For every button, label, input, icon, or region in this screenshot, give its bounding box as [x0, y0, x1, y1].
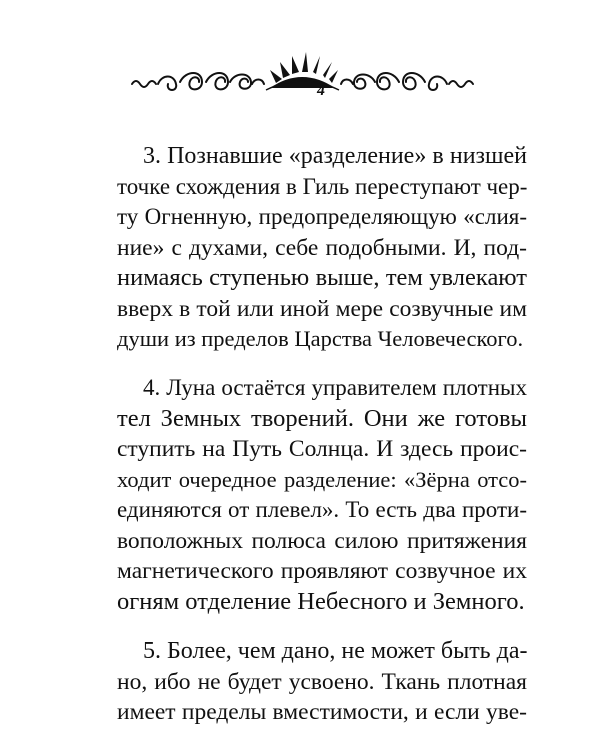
text-line: ступить на Путь Солнца. И здесь проис- [117, 436, 527, 462]
text-line: огням отделение Небесного и Земного. [117, 587, 525, 615]
text-line: 5. Более, чем дано, не может быть да- [143, 638, 528, 664]
text-line: точке схождения в Гиль переступают чер- [117, 173, 528, 199]
text-line: магнетического проявляют созвучное их [117, 558, 527, 584]
text-line: ние» с духами, себе подобными. И, под- [117, 234, 527, 261]
paragraph-4 [117, 373, 527, 617]
text-line: имеет пределы вместимости, и если уве- [117, 699, 527, 725]
text-line: ту Огненную, предопределяющую «слия- [117, 204, 527, 229]
sun-ornament-icon [130, 50, 475, 106]
text-line: 3. Познавшие «разделение» в низшей [143, 143, 527, 169]
text-line: тел Земных творений. Они же готовы [117, 404, 527, 432]
page-number: 4 [317, 82, 325, 99]
paragraph-3 [117, 141, 527, 355]
text-line: вверх в той или иной мере созвучные им [117, 295, 527, 322]
paragraph-5 [117, 636, 527, 728]
text-line: но, ибо не будет усвоено. Ткань плотная [117, 668, 527, 695]
text-line: единяются от плевел». То есть два проти- [117, 497, 527, 522]
text-line: души из пределов Царства Человеческого. [117, 326, 524, 351]
text-line: воположных полюса силою притяжения [117, 527, 527, 554]
text-line: нимаясь ступенью выше, тем увлекают [117, 264, 527, 291]
text-line: ходит очередное разделение: «Зёрна отсо- [117, 466, 527, 492]
text-line: 4. Луна остаётся управителем плотных [143, 375, 527, 400]
